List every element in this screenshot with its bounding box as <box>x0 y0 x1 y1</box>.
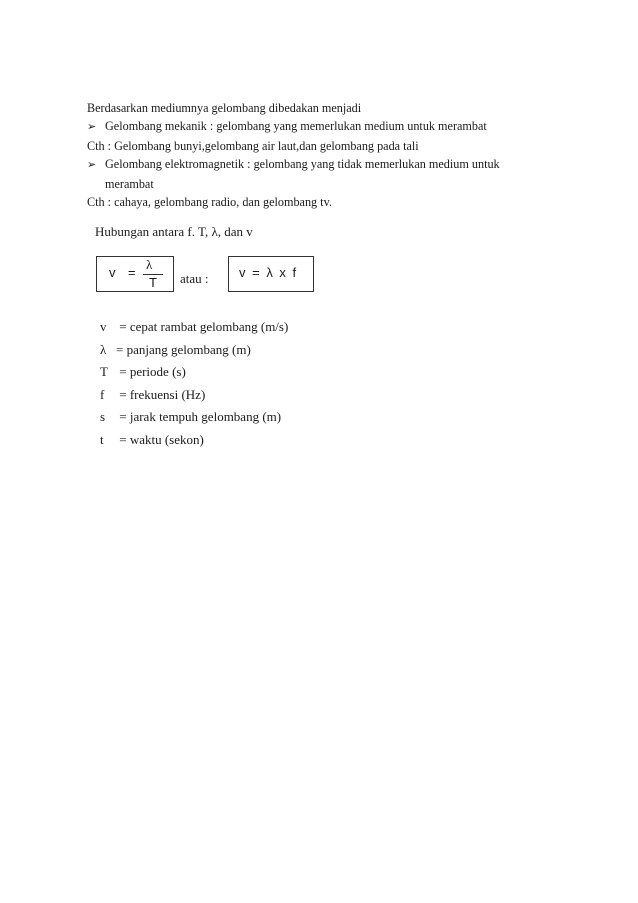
formula-text: v = λ x f <box>239 265 297 280</box>
formula-equals: = <box>128 265 136 280</box>
definition-row <box>100 316 288 339</box>
definition-symbol: t <box>100 431 104 447</box>
formula-box-velocity-period <box>96 256 174 292</box>
example-mechanical: Cth : Gelombang bunyi,gelombang air laut,dan gelombang pada tali <box>87 138 419 153</box>
definition-symbol: T <box>100 364 108 380</box>
definition-row <box>100 429 288 452</box>
arrow-bullet-icon: ➢ <box>87 158 97 172</box>
figure-title: Hubungan antara f. T, λ, dan v <box>95 224 253 239</box>
bullet-item-mechanical <box>87 117 557 136</box>
definition-row <box>100 406 288 429</box>
bullet-text-mechanical: Gelombang mekanik : gelombang yang memerlukan medium untuk merambat <box>105 119 487 134</box>
body-text <box>87 99 557 211</box>
formula-lhs: v <box>109 265 116 280</box>
definition-row <box>100 384 288 407</box>
example-electromagnetic: Cth : cahaya, gelombang radio, dan gelombang tv. <box>87 195 332 210</box>
bullet-text-continuation: merambat <box>105 176 154 191</box>
formula-box-velocity-frequency <box>228 256 314 292</box>
definition-symbol: f <box>100 386 105 402</box>
formula-connector: atau : <box>180 271 209 286</box>
formula-denominator: T <box>149 275 157 290</box>
bullet-text-electromagnetic: Gelombang elektromagnetik : gelombang yang tidak memerlukan medium untuk <box>105 157 500 172</box>
arrow-bullet-icon: ➢ <box>87 120 97 134</box>
definition-symbol: λ <box>100 341 107 357</box>
definition-row <box>100 361 288 384</box>
definition-text: = frekuensi (Hz) <box>116 386 206 402</box>
definition-list <box>100 316 288 452</box>
intro-line: Berdasarkan mediumnya gelombang dibedakan menjadi <box>87 101 362 115</box>
bullet-item-electromagnetic <box>87 155 557 174</box>
formula-numerator: λ <box>146 257 153 272</box>
definition-text: = cepat rambat gelombang (m/s) <box>116 319 289 334</box>
wave-relation-figure <box>92 220 352 460</box>
definition-text: = periode (s) <box>116 364 186 380</box>
definition-text: = jarak tempuh gelombang (m) <box>116 409 282 425</box>
definition-text: = panjang gelombang (m) <box>116 341 251 357</box>
definition-symbol: v <box>100 319 107 334</box>
definition-row <box>100 339 288 362</box>
definition-symbol: s <box>100 409 106 425</box>
definition-text: = waktu (sekon) <box>116 431 204 447</box>
